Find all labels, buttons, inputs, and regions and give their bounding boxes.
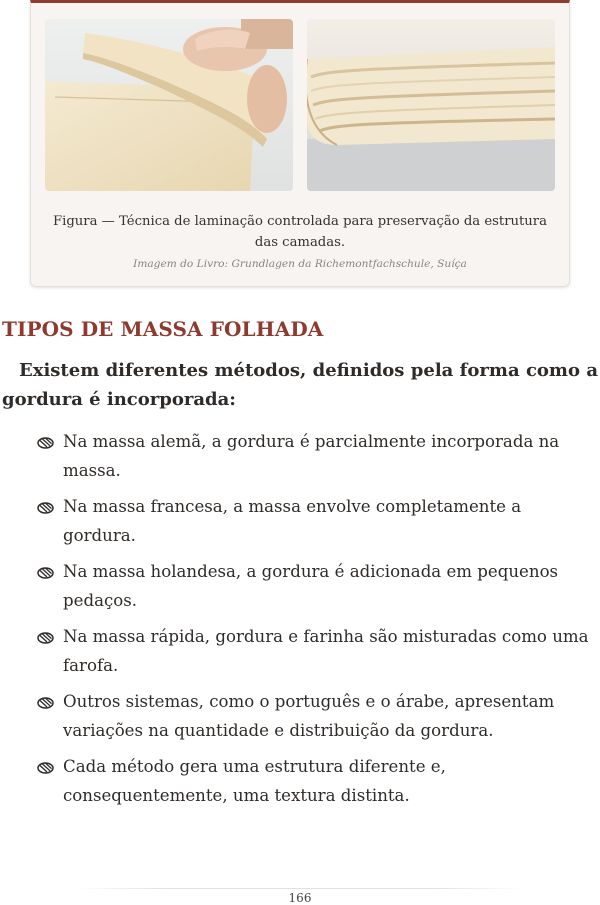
list-item-text: Outros sistemas, como o português e o árabe, apresentam variações na quantidade e distribuição da gordura. [63, 692, 555, 740]
layered-loop-icon [37, 502, 54, 514]
layered-loop-icon [37, 632, 54, 644]
list-item [37, 687, 592, 745]
list-item [37, 492, 592, 550]
list-item [37, 427, 592, 485]
intro-paragraph: Existem diferentes métodos, definidos pela forma como a gordura é incorporada: [2, 360, 598, 410]
footer-divider [75, 888, 525, 889]
figure-card [30, 0, 570, 287]
layered-loop-icon [37, 762, 54, 774]
list-item-text: Cada método gera uma estrutura diferente e, consequentemente, uma textura distinta. [63, 757, 446, 805]
layered-loop-icon [37, 567, 54, 579]
list-item [37, 622, 592, 680]
list-item-text: Na massa alemã, a gordura é parcialmente incorporada na massa. [63, 432, 560, 480]
layered-loop-icon [37, 437, 54, 449]
list-item [37, 557, 592, 615]
methods-list [37, 427, 592, 817]
list-item-text: Na massa holandesa, a gordura é adicionada em pequenos pedaços. [63, 562, 559, 610]
layered-loop-icon [37, 697, 54, 709]
hands-folding-dough-photo [45, 19, 293, 191]
laminated-dough-layers-photo [307, 19, 555, 191]
figure-caption: Figura — Técnica de laminação controlada para preservação da estrutura das camadas. [53, 214, 547, 250]
list-item-text: Na massa francesa, a massa envolve completamente a gordura. [63, 497, 522, 545]
list-item-text: Na massa rápida, gordura e farinha são misturadas como uma farofa. [63, 627, 589, 675]
list-item [37, 752, 592, 810]
figure-credit: Imagem do Livro: Grundlagen da Richemontfachschule, Suíça [133, 258, 467, 270]
page-number: 166 [288, 891, 312, 905]
section-title: TIPOS DE MASSA FOLHADA [2, 317, 324, 341]
